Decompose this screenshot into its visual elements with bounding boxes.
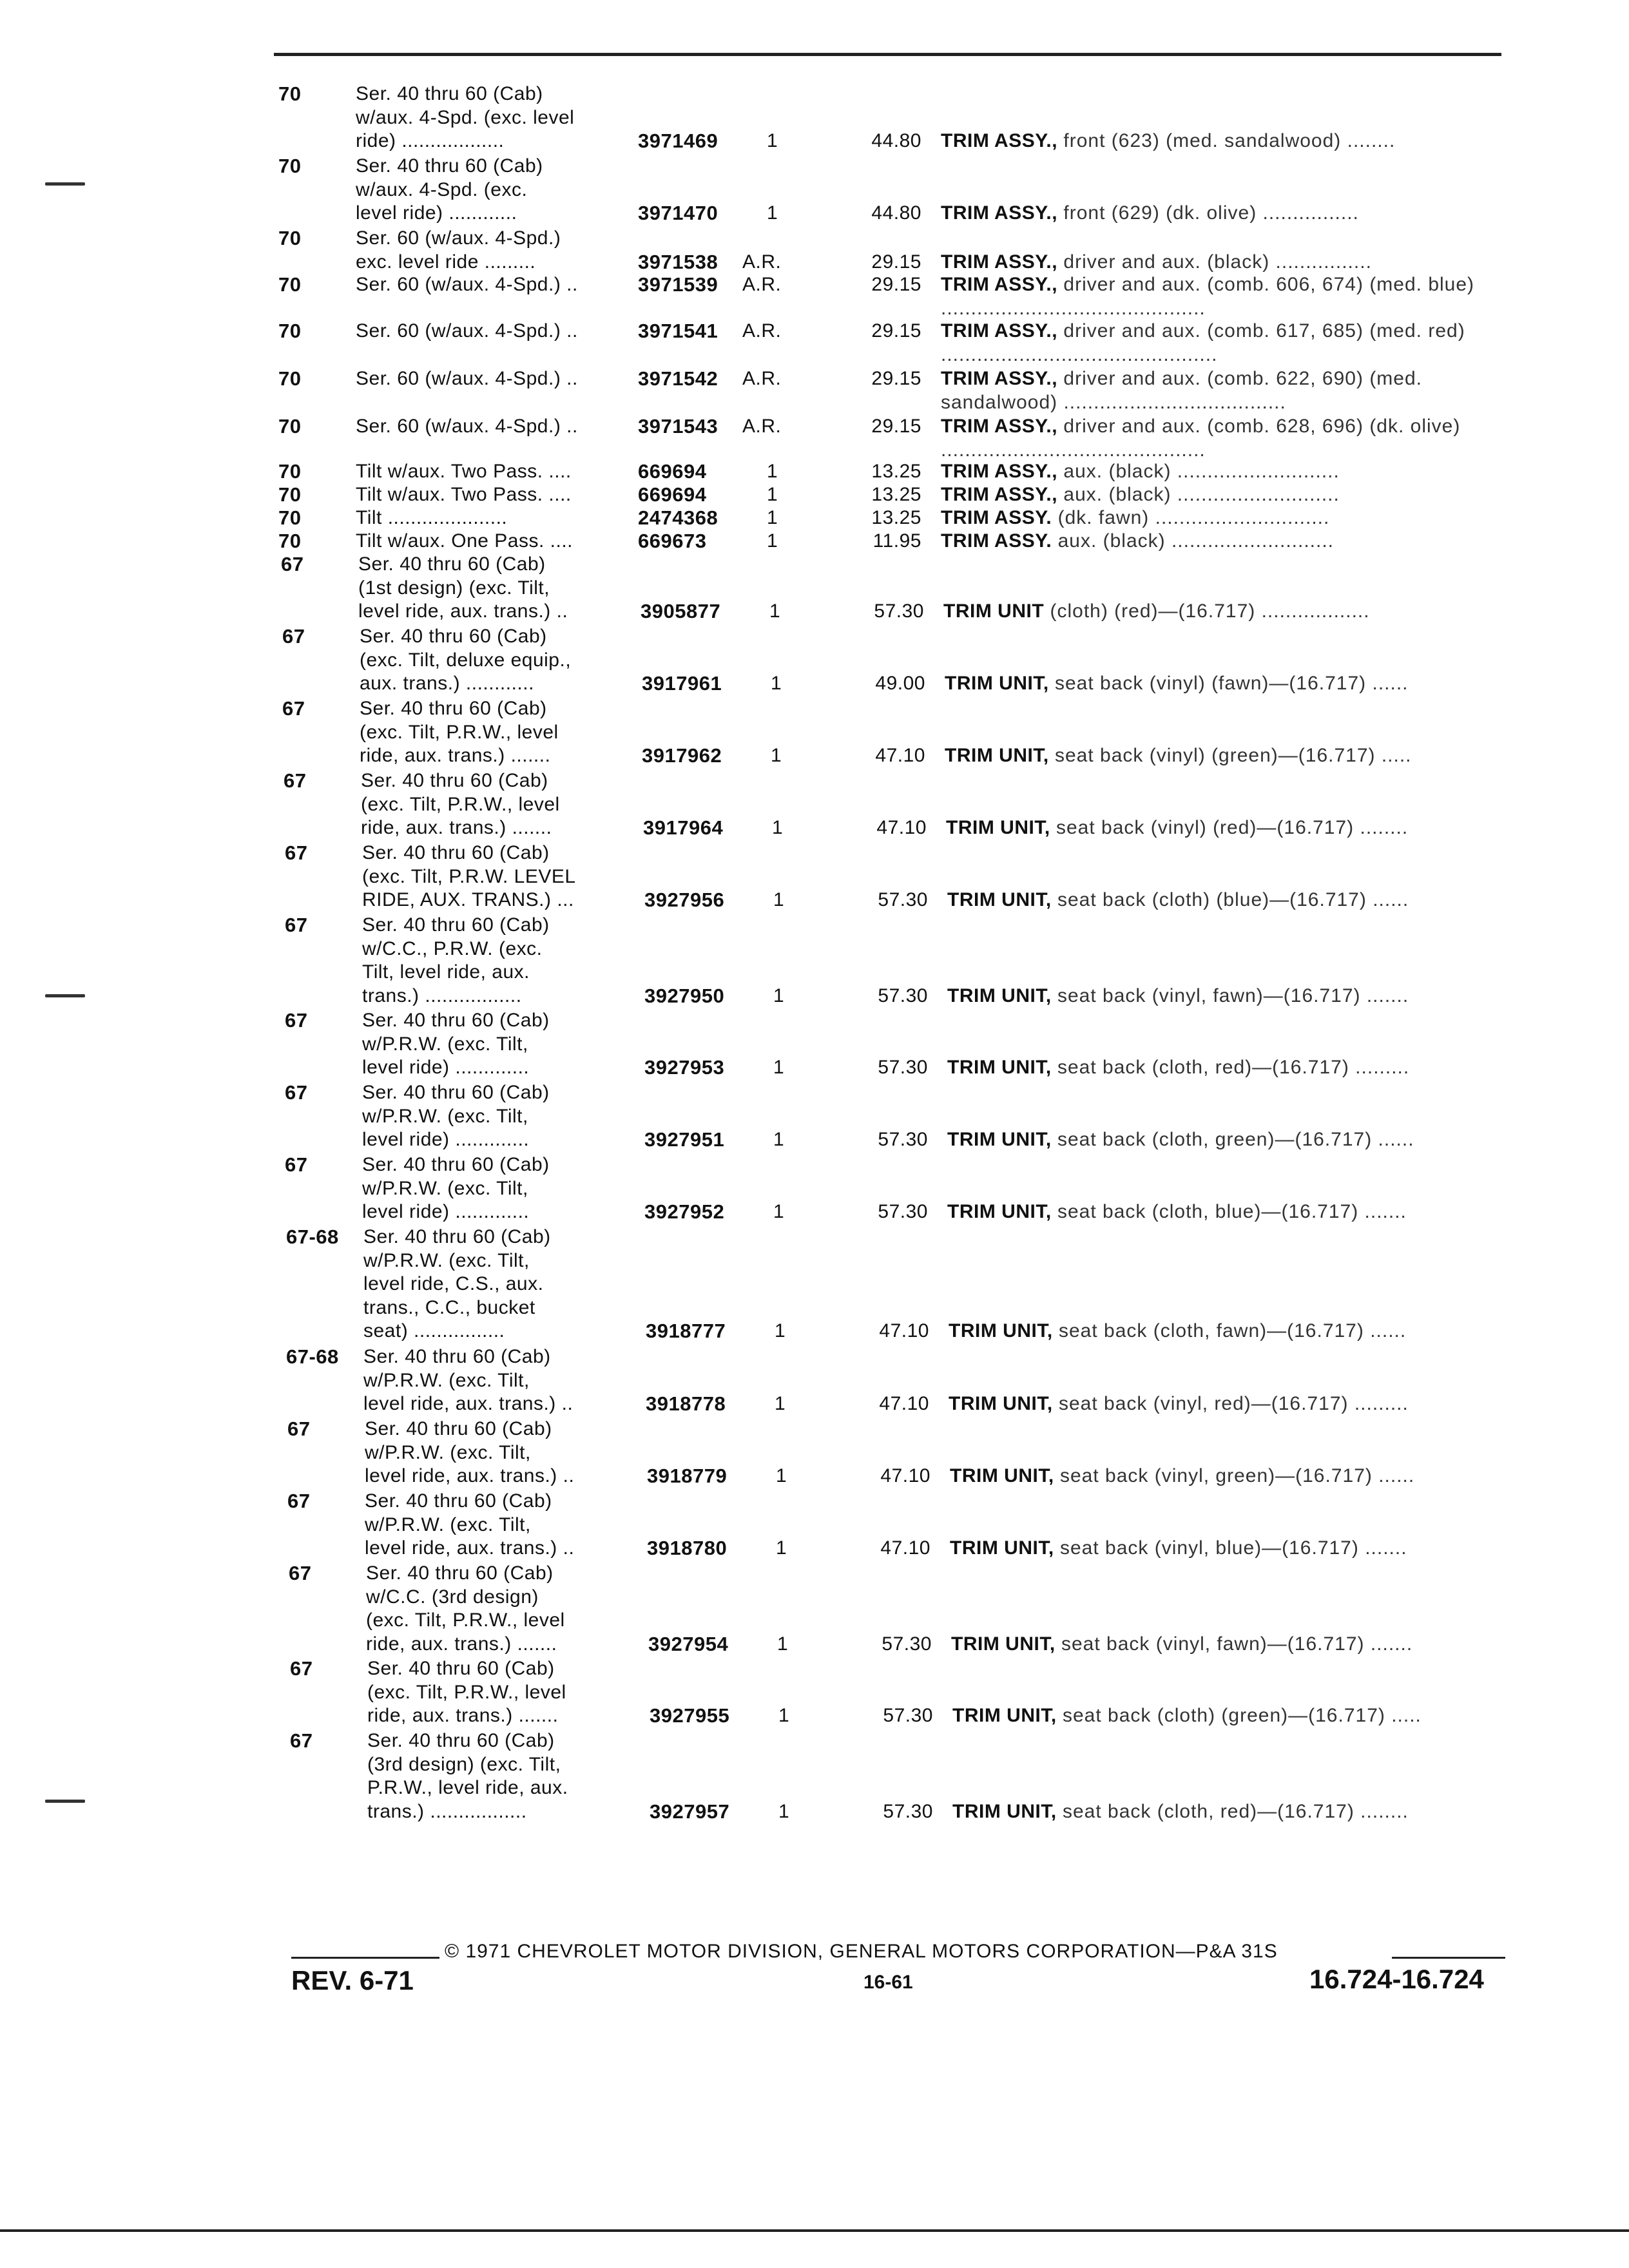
part-description [943,600,1507,624]
part-description [941,251,1505,274]
model-year: 67 [287,1418,311,1440]
quantity: 1 [767,530,778,552]
model-year: 67 [281,553,304,575]
part-number: 3927951 [644,1128,725,1151]
part-number: 3917962 [642,744,722,767]
group-reference: 16.724-16.724 [1309,1964,1484,1994]
model-year: 70 [278,506,302,529]
quantity: A.R. [742,416,782,437]
description-detail: seat back (vinyl) (fawn)—(16.717) ...... [1048,673,1409,694]
price: 57.30 [878,889,928,910]
part-description [941,130,1505,153]
part-name: TRIM UNIT, [952,1705,1057,1726]
price: 44.80 [871,130,921,151]
application-text: Ser. 40 thru 60 (Cab) w/P.R.W. (exc. Tilt, level ride) ............. [362,1010,550,1078]
price: 29.15 [871,368,921,389]
price: 57.30 [878,1057,928,1078]
part-number: 3971539 [638,273,718,296]
quantity: 1 [767,507,778,528]
price: 47.10 [880,1537,930,1559]
description-detail: driver and aux. (comb. 617, 685) (med. red) .............................................. [941,320,1465,365]
application-text: Ser. 40 thru 60 (Cab) w/aux. 4-Spd. (exc. level ride) .................. [356,83,575,151]
part-description [941,506,1505,530]
part-description [941,483,1505,507]
model-year: 70 [278,415,302,437]
part-description [950,1537,1514,1561]
application-text: Ser. 40 thru 60 (Cab) w/P.R.W. (exc. Tilt, level ride) ............. [362,1154,550,1222]
application-text: Ser. 40 thru 60 (Cab) w/P.R.W. (exc. Tilt, level ride) ............. [362,1082,550,1150]
part-number: 3918777 [646,1320,726,1342]
quantity: 1 [778,1705,790,1726]
model-year: 70 [278,530,302,552]
price: 11.95 [872,530,921,552]
quantity: 1 [771,745,782,766]
part-name: TRIM UNIT, [946,817,1050,838]
quantity: 1 [773,889,785,910]
model-year: 67 [287,1490,311,1512]
application-text: Ser. 60 (w/aux. 4-Spd.) .. [356,416,578,437]
part-name: TRIM UNIT, [949,1393,1053,1414]
quantity: 1 [777,1633,789,1655]
part-name: TRIM ASSY., [941,274,1058,295]
part-description [950,1465,1514,1488]
description-detail: driver and aux. (comb. 622, 690) (med. sandalwood) ..................................... [941,368,1422,413]
description-detail: seat back (cloth, green)—(16.717) ...... [1051,1129,1414,1150]
application-text: Ser. 40 thru 60 (Cab) w/P.R.W. (exc. Tilt, level ride, aux. trans.) .. [363,1346,574,1414]
application-text: Tilt w/aux. One Pass. .... [356,530,573,552]
part-number: 3971543 [638,415,718,437]
part-number: 3927952 [644,1200,725,1223]
description-detail: driver and aux. (black) ................ [1057,251,1372,273]
description-detail: front (623) (med. sandalwood) ........ [1057,130,1396,151]
quantity: 1 [773,1129,785,1150]
application-text: Ser. 40 thru 60 (Cab) (exc. Tilt, deluxe equip., aux. trans.) ............ [360,626,572,694]
part-name: TRIM ASSY., [941,461,1058,482]
application-text: Ser. 40 thru 60 (Cab) (exc. Tilt, P.R.W. LEVEL RIDE, AUX. TRANS.) ... [362,842,576,910]
description-detail: aux. (black) ........................... [1052,530,1335,552]
price: 13.25 [871,484,921,505]
quantity: 1 [772,817,784,838]
part-name: TRIM ASSY., [941,202,1058,224]
part-description [949,1320,1512,1343]
part-description [947,1128,1511,1152]
quantity: A.R. [742,368,782,389]
application-text: Ser. 60 (w/aux. 4-Spd.) .. [356,320,578,341]
part-number: 669694 [638,460,707,483]
bottom-rule [0,2229,1629,2232]
footer-rule-left [291,1957,439,1959]
description-detail: seat back (cloth, red)—(16.717) ......... [1051,1057,1410,1078]
part-number: 3917961 [642,672,722,695]
part-name: TRIM UNIT, [947,985,1052,1006]
quantity: 1 [767,484,778,505]
description-detail: aux. (black) ........................... [1057,484,1340,505]
quantity: 1 [776,1465,787,1486]
description-detail: seat back (cloth, blue)—(16.717) ....... [1051,1201,1407,1222]
price: 13.25 [871,461,921,482]
part-number: 3905877 [641,600,721,622]
application-text: Ser. 40 thru 60 (Cab) w/C.C., P.R.W. (exc. Tilt, level ride, aux. trans.) ................. [362,914,550,1006]
revision-label: REV. 6-71 [291,1965,414,1995]
application-text: Ser. 40 thru 60 (Cab) w/C.C. (3rd design) (exc. Tilt, P.R.W., level ride, aux. trans.) ....... [366,1562,565,1655]
part-description [941,367,1505,414]
part-name: TRIM UNIT, [947,889,1052,910]
part-number: 3927957 [650,1800,730,1823]
model-year: 70 [278,227,302,249]
model-year: 67 [282,625,305,648]
quantity: 1 [778,1800,790,1822]
part-description [949,1392,1512,1416]
application-text: Ser. 40 thru 60 (Cab) w/aux. 4-Spd. (exc. level ride) ............ [356,155,543,224]
part-number: 3927956 [644,889,725,911]
model-year: 70 [278,155,302,177]
part-number: 3971538 [638,250,718,273]
part-number: 3927955 [650,1704,730,1727]
part-name: TRIM UNIT, [952,1800,1057,1822]
quantity: 1 [771,673,782,694]
part-name: TRIM ASSY., [941,251,1058,273]
price: 57.30 [878,1129,928,1150]
model-year: 70 [278,367,302,390]
price: 47.10 [876,817,927,838]
price: 29.15 [871,416,921,437]
quantity: A.R. [742,251,782,273]
part-description [941,202,1505,226]
part-description [941,530,1505,553]
quantity: 1 [767,461,778,482]
model-year: 67 [285,1009,308,1032]
part-name: TRIM ASSY., [941,484,1058,505]
description-detail: front (629) (dk. olive) ................ [1057,202,1359,224]
copyright-notice: © 1971 CHEVROLET MOTOR DIVISION, GENERAL MOTORS CORPORATION—P&A 31S [445,1941,1278,1962]
part-name: TRIM UNIT, [945,745,1049,766]
footer-rule-right [1392,1957,1505,1959]
application-text: Ser. 40 thru 60 (Cab) (exc. Tilt, P.R.W., level ride, aux. trans.) ....... [361,770,560,838]
part-name: TRIM ASSY. [941,507,1052,528]
application-text: Tilt w/aux. Two Pass. .... [356,484,572,505]
application-text: Ser. 40 thru 60 (Cab) w/P.R.W. (exc. Tilt, level ride, aux. trans.) .. [365,1418,575,1486]
application-text: Ser. 40 thru 60 (Cab) (1st design) (exc. Tilt, level ride, aux. trans.) .. [358,553,568,622]
description-detail: seat back (cloth) (blue)—(16.717) ...... [1051,889,1409,910]
model-year: 67 [285,841,308,864]
part-name: TRIM UNIT, [950,1537,1054,1559]
description-detail: driver and aux. (comb. 628, 696) (dk. olive) ............................................ [941,416,1461,461]
price: 29.15 [871,274,921,295]
part-number: 3927950 [644,984,725,1007]
application-text: Ser. 40 thru 60 (Cab) w/P.R.W. (exc. Tilt, level ride, C.S., aux. trans., C.C., bucket seat) ................ [363,1226,551,1341]
description-detail: seat back (vinyl, green)—(16.717) ...... [1054,1465,1415,1486]
part-description [952,1704,1516,1728]
part-description [946,816,1510,840]
part-name: TRIM UNIT, [951,1633,1055,1655]
price: 47.10 [879,1393,929,1414]
price: 47.10 [880,1465,930,1486]
application-text: Ser. 40 thru 60 (Cab) w/P.R.W. (exc. Tilt, level ride, aux. trans.) .. [365,1490,575,1559]
quantity: 1 [776,1537,787,1559]
description-detail: seat back (vinyl, fawn)—(16.717) ....... [1055,1633,1413,1655]
quantity: 1 [773,1201,785,1222]
part-name: TRIM UNIT, [950,1465,1054,1486]
model-year: 67 [290,1657,313,1680]
model-year: 67 [284,769,307,792]
part-description [941,273,1505,320]
price: 44.80 [871,202,921,224]
description-detail: seat back (vinyl, red)—(16.717) ......... [1052,1393,1409,1414]
price: 29.15 [871,251,921,273]
model-year: 67 [285,1081,308,1104]
price: 57.30 [878,1201,928,1222]
model-year: 67 [290,1729,313,1752]
application-text: Ser. 40 thru 60 (Cab) (exc. Tilt, P.R.W., level ride, aux. trans.) ....... [360,698,559,766]
application-text: Tilt ..................... [356,507,508,528]
part-number: 669694 [638,483,707,506]
model-year: 67 [289,1562,312,1584]
application-text: Tilt w/aux. Two Pass. .... [356,461,572,482]
description-detail: aux. (black) ........................... [1057,461,1340,482]
part-description [941,460,1505,484]
price: 57.30 [883,1705,933,1726]
part-number: 669673 [638,530,707,552]
description-detail: seat back (cloth) (green)—(16.717) ..... [1056,1705,1422,1726]
quantity: 1 [767,202,778,224]
part-number: 3927954 [648,1632,729,1655]
application-text: Ser. 60 (w/aux. 4-Spd.) .. [356,368,578,389]
part-name: TRIM UNIT, [945,673,1049,694]
quantity: 1 [769,601,781,622]
price: 57.30 [878,985,928,1006]
quantity: 1 [773,1057,785,1078]
part-description [945,672,1509,696]
price: 29.15 [871,320,921,341]
quantity: 1 [775,1393,786,1414]
price: 13.25 [871,507,921,528]
model-year: 70 [278,320,302,342]
part-name: TRIM UNIT [943,601,1045,622]
price: 57.30 [883,1800,933,1822]
part-number: 3927953 [644,1056,725,1079]
part-description [952,1800,1516,1824]
description-detail: seat back (vinyl) (green)—(16.717) ..... [1048,745,1412,766]
part-number: 3971542 [638,367,718,390]
part-name: TRIM UNIT, [947,1201,1052,1222]
price: 57.30 [874,601,924,622]
quantity: A.R. [742,320,782,341]
model-year: 70 [278,273,302,296]
price: 47.10 [879,1320,929,1341]
part-description [947,1200,1511,1224]
part-description [951,1633,1515,1657]
description-detail: (dk. fawn) ............................. [1052,507,1330,528]
description-detail: seat back (vinyl, fawn)—(16.717) ....... [1051,985,1409,1006]
quantity: 1 [773,985,785,1006]
page-number: 16-61 [863,1972,913,1993]
part-number: 3918780 [647,1537,728,1559]
price: 49.00 [875,673,925,694]
part-name: TRIM UNIT, [947,1057,1052,1078]
model-year: 67-68 [286,1345,339,1368]
part-number: 3917964 [643,816,724,839]
part-number: 2474368 [638,506,718,529]
part-name: TRIM ASSY., [941,320,1058,341]
application-text: Ser. 40 thru 60 (Cab) (exc. Tilt, P.R.W., level ride, aux. trans.) ....... [367,1658,566,1726]
part-name: TRIM UNIT, [949,1320,1053,1341]
application-text: Ser. 60 (w/aux. 4-Spd.) exc. level ride ......... [356,227,561,273]
part-number: 3971470 [638,202,718,224]
part-number: 3918779 [647,1465,728,1487]
price: 57.30 [882,1633,932,1655]
part-name: TRIM ASSY., [941,368,1058,389]
application-text: Ser. 60 (w/aux. 4-Spd.) .. [356,274,578,295]
quantity: 1 [775,1320,786,1341]
part-name: TRIM ASSY. [941,530,1052,552]
description-detail: seat back (cloth, fawn)—(16.717) ...... [1052,1320,1407,1341]
description-detail: seat back (cloth, red)—(16.717) ........ [1056,1800,1409,1822]
price: 47.10 [875,745,925,766]
part-number: 3971469 [638,130,718,152]
description-detail: seat back (vinyl) (red)—(16.717) ........ [1050,817,1409,838]
part-number: 3971541 [638,320,718,342]
quantity: A.R. [742,274,782,295]
part-description [941,320,1505,367]
part-description [947,985,1511,1008]
model-year: 67 [285,914,308,936]
part-name: TRIM UNIT, [947,1129,1052,1150]
description-detail: driver and aux. (comb. 606, 674) (med. blue) ............................................ [941,274,1475,319]
part-description [947,1056,1511,1080]
model-year: 70 [278,483,302,506]
part-description [941,415,1505,462]
model-year: 67 [282,697,305,720]
model-year: 67 [285,1153,308,1176]
part-number: 3918778 [646,1392,726,1415]
description-detail: (cloth) (red)—(16.717) .................. [1044,601,1370,622]
part-name: TRIM ASSY., [941,130,1058,151]
description-detail: seat back (vinyl, blue)—(16.717) ....... [1054,1537,1407,1559]
part-description [947,889,1511,912]
model-year: 70 [278,82,302,105]
model-year: 70 [278,460,302,483]
part-description [945,744,1509,768]
quantity: 1 [767,130,778,151]
part-name: TRIM ASSY., [941,416,1058,437]
application-text: Ser. 40 thru 60 (Cab) (3rd design) (exc. Tilt, P.R.W., level ride, aux. trans.) ................. [367,1730,568,1822]
model-year: 67-68 [286,1225,339,1248]
